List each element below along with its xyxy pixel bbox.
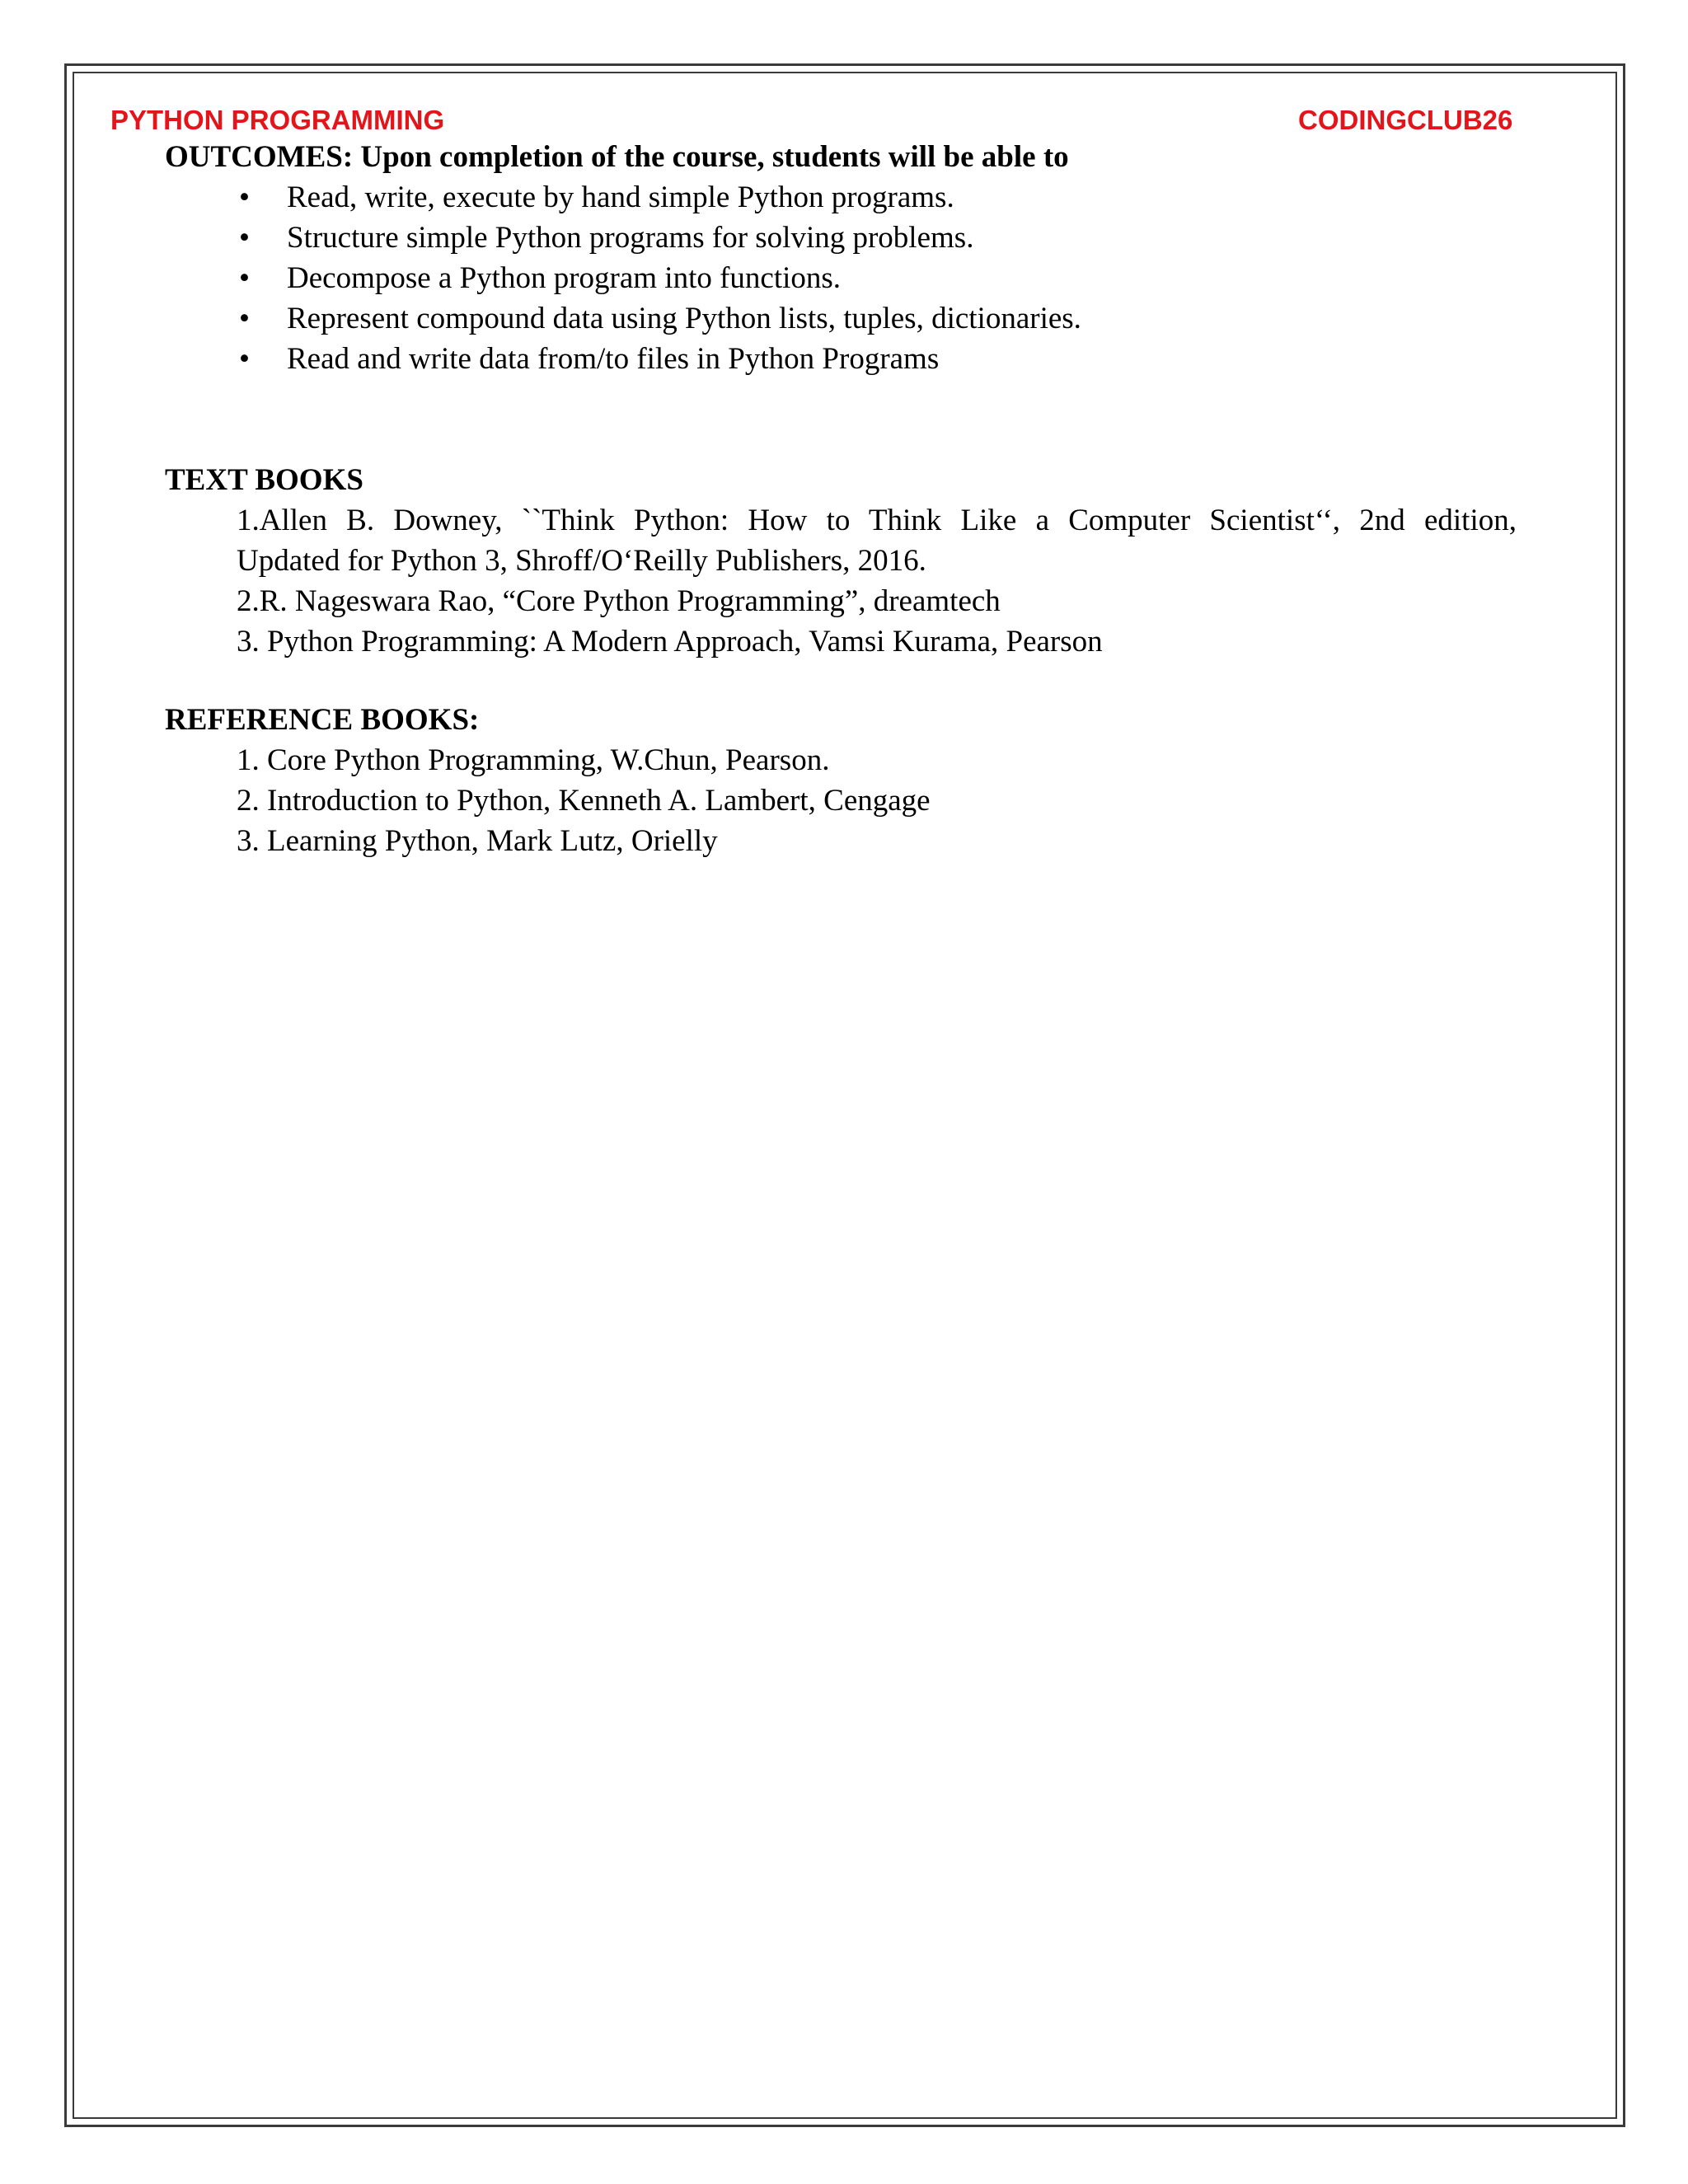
text-book-3: 3. Python Programming: A Modern Approach, Vamsi Kurama, Pearson <box>237 625 1103 658</box>
list-item <box>165 339 1517 379</box>
header-course-title: PYTHON PROGRAMMING <box>110 105 445 135</box>
reference-book-2: 2. Introduction to Python, Kenneth A. Lambert, Cengage <box>237 784 931 818</box>
text-books-heading: TEXT BOOKS <box>165 463 363 497</box>
outcome-text: Read and write data from/to files in Python Programs <box>287 342 940 376</box>
bullet-icon: • <box>239 180 250 214</box>
header-club-name: CODINGCLUB26 <box>1298 105 1513 135</box>
bullet-icon: • <box>239 221 250 255</box>
list-item <box>165 258 1517 298</box>
document-body <box>165 137 1517 861</box>
outcomes-list <box>165 177 1517 379</box>
text-book-1-line-2: Updated for Python 3, Shroff/O‘Reilly Publishers, 2016. <box>237 544 926 578</box>
text-book-1-line-1: 1.Allen B. Downey, ``Think Python: How to Think Like a Computer Scientist‘‘, 2nd edition, <box>237 504 1517 537</box>
outcome-text: Decompose a Python program into functions. <box>287 261 842 295</box>
list-item <box>165 177 1517 218</box>
bullet-icon: • <box>239 261 250 295</box>
outcome-text: Structure simple Python programs for solving problems. <box>287 221 974 255</box>
list-item <box>165 218 1517 258</box>
bullet-icon: • <box>239 302 250 335</box>
reference-books-heading: REFERENCE BOOKS: <box>165 703 480 737</box>
reference-books-list <box>165 740 1517 861</box>
outcomes-heading: OUTCOMES: Upon completion of the course, students will be able to <box>165 140 1069 174</box>
outcome-text: Read, write, execute by hand simple Python programs. <box>287 180 954 214</box>
reference-book-3: 3. Learning Python, Mark Lutz, Orielly <box>237 824 718 858</box>
text-books-list <box>165 500 1517 662</box>
list-item <box>165 298 1517 339</box>
bullet-icon: • <box>239 342 250 376</box>
outcome-text: Represent compound data using Python lists, tuples, dictionaries. <box>287 302 1081 335</box>
reference-book-1: 1. Core Python Programming, W.Chun, Pearson. <box>237 743 830 777</box>
text-book-2: 2.R. Nageswara Rao, “Core Python Programming”, dreamtech <box>237 584 1001 618</box>
